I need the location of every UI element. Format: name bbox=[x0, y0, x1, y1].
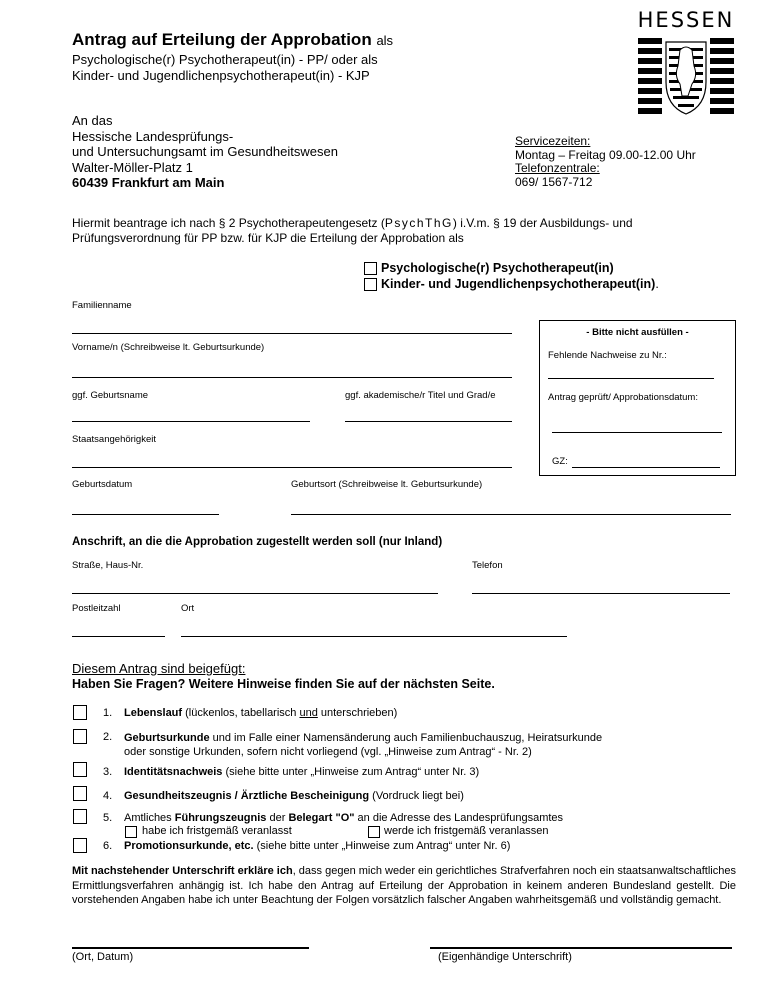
attachment-2-checkbox[interactable] bbox=[73, 729, 87, 744]
attachment-3-bold: Identitätsnachweis bbox=[124, 766, 223, 778]
attachment-6-text-a: (siehe bitte unter „Hinweise zum Antrag“ unter Nr. 6) bbox=[253, 840, 511, 852]
form-subtitle-1: Psychologische(r) Psychotherapeut(in) - PP/ oder als bbox=[72, 52, 378, 67]
attachment-2-text-b: oder sonstige Urkunden, sofern nicht vorliegend (vgl. „Hinweise zum Antrag“ - Nr. 2) bbox=[124, 746, 532, 758]
office-missing-label: Fehlende Nachweise zu Nr.: bbox=[548, 350, 667, 361]
address-line-4: Walter-Möller-Platz 1 bbox=[72, 159, 193, 175]
geburtsdatum-label: Geburtsdatum bbox=[72, 479, 133, 490]
attachment-6-num: 6. bbox=[103, 840, 113, 852]
recipient-address bbox=[72, 113, 338, 191]
street-field[interactable] bbox=[72, 593, 438, 594]
attachment-2-num: 2. bbox=[103, 731, 113, 743]
attachment-4-checkbox[interactable] bbox=[73, 786, 87, 801]
attachment-2-text bbox=[124, 731, 602, 759]
attachment-5-num: 5. bbox=[103, 812, 113, 824]
signature-field[interactable] bbox=[430, 947, 732, 949]
attachment-2-bold: Geburtsurkunde bbox=[124, 732, 210, 744]
address-line-2: Hessische Landesprüfungs- bbox=[72, 128, 234, 144]
attachment-1-num: 1. bbox=[103, 707, 113, 719]
familienname-label: Familienname bbox=[72, 300, 132, 311]
option-kjp-label: Kinder- und Jugendlichenpsychotherapeut(in) bbox=[381, 277, 656, 291]
city-field[interactable] bbox=[181, 636, 567, 637]
attachment-5-option-1-label: habe ich fristgemäß veranlasst bbox=[142, 825, 292, 837]
attachment-5-option-2-checkbox[interactable] bbox=[368, 826, 380, 838]
attachment-4-text bbox=[124, 790, 464, 802]
form-subtitle-2: Kinder- und Jugendlichenpsychotherapeut(in) - KJP bbox=[72, 68, 370, 83]
vorname-field[interactable] bbox=[72, 377, 512, 378]
declaration-text bbox=[72, 864, 736, 908]
geburtsname-field[interactable] bbox=[72, 421, 310, 422]
signature-label: (Eigenhändige Unterschrift) bbox=[438, 951, 572, 963]
attachment-5-text-c: an die Adresse des Landesprüfungsamtes bbox=[354, 812, 564, 824]
zip-field[interactable] bbox=[72, 636, 165, 637]
attachment-1-text bbox=[124, 707, 397, 719]
office-gz-label: GZ: bbox=[552, 456, 568, 467]
attachment-2-text-a: und im Falle einer Namensänderung auch Familienbuchauszug, Heiratsurkunde bbox=[209, 732, 603, 744]
attachment-3-num: 3. bbox=[103, 766, 113, 778]
attachment-5-bold-2: Belegart "O" bbox=[288, 812, 355, 824]
street-label: Straße, Haus-Nr. bbox=[72, 560, 144, 571]
coat-of-arms-icon bbox=[636, 36, 736, 120]
geburtsort-field[interactable] bbox=[291, 514, 731, 515]
declaration-body: , dass gegen mich weder ein gerichtliches Strafverfahren noch ein staatsanwaltschaftliches Ermittlungsverfahren anhängig ist. Ich habe den Antrag auf Erteilung der Approbation in keinem anderen Bundesland gestellt. Die vorstehenden Angaben habe ich unter Beachtung der Folgen vorsätzlich falscher Angaben wahrheitsgemäß und vollständig gemacht. bbox=[72, 865, 736, 906]
attachment-5-option-1-checkbox[interactable] bbox=[125, 826, 137, 838]
attachment-5-option-2-label: werde ich fristgemäß veranlassen bbox=[384, 825, 549, 837]
attachment-1-text-a: (lückenlos, tabellarisch bbox=[182, 707, 300, 719]
office-checked-label: Antrag geprüft/ Approbationsdatum: bbox=[548, 392, 698, 403]
attachment-5-bold: Führungszeugnis bbox=[174, 812, 267, 824]
familienname-field[interactable] bbox=[72, 333, 512, 334]
phone-field[interactable] bbox=[472, 593, 730, 594]
delivery-address-heading: Anschrift, an die die Approbation zugestellt werden soll (nur Inland) bbox=[72, 536, 443, 548]
attachment-4-num: 4. bbox=[103, 790, 113, 802]
place-date-label: (Ort, Datum) bbox=[72, 951, 134, 963]
office-gz-field bbox=[572, 467, 720, 468]
intro-abbrev: PsychThG bbox=[384, 216, 453, 230]
attachment-5-text bbox=[124, 812, 563, 824]
address-line-1: An das bbox=[72, 113, 113, 128]
attachment-1-text-b: unterschrieben) bbox=[317, 707, 398, 719]
geburtsname-label: ggf. Geburtsname bbox=[72, 390, 149, 401]
attachment-5-checkbox[interactable] bbox=[73, 809, 87, 824]
attachments-heading: Diesem Antrag sind beigefügt: bbox=[72, 661, 246, 676]
phone-label: Telefon bbox=[472, 560, 503, 571]
attachment-5-text-a: Amtliches bbox=[124, 812, 175, 824]
option-kjp-checkbox[interactable] bbox=[364, 278, 377, 291]
zip-label: Postleitzahl bbox=[72, 603, 121, 614]
option-kjp bbox=[381, 277, 659, 291]
service-times-label: Servicezeiten: bbox=[515, 134, 591, 148]
service-info bbox=[515, 135, 696, 189]
intro-line-1 bbox=[72, 216, 633, 231]
intro-line-2: Prüfungsverordnung für PP bzw. für KJP die Erteilung der Approbation als bbox=[72, 231, 464, 245]
service-times: Montag – Freitag 09.00-12.00 Uhr bbox=[515, 147, 696, 162]
form-title-bold: Antrag auf Erteilung der Approbation bbox=[72, 30, 372, 49]
attachment-1-text-u: und bbox=[299, 707, 318, 719]
staatsangehoerigkeit-field[interactable] bbox=[72, 467, 512, 468]
option-kjp-period: . bbox=[655, 277, 659, 291]
attachment-6-bold: Promotionsurkunde, etc. bbox=[124, 840, 254, 852]
titel-field[interactable] bbox=[345, 421, 512, 422]
vorname-label: Vorname/n (Schreibweise lt. Geburtsurkunde) bbox=[72, 342, 265, 353]
staatsangehoerigkeit-label: Staatsangehörigkeit bbox=[72, 434, 156, 445]
attachment-4-bold: Gesundheitszeugnis / Ärztliche Bescheinigung bbox=[124, 790, 370, 802]
attachments-questions: Haben Sie Fragen? Weitere Hinweise finden Sie auf der nächsten Seite. bbox=[72, 677, 495, 691]
option-pp-label: Psychologische(r) Psychotherapeut(in) bbox=[381, 261, 614, 275]
intro-text bbox=[72, 216, 633, 246]
attachment-1-checkbox[interactable] bbox=[73, 705, 87, 720]
attachment-6-checkbox[interactable] bbox=[73, 838, 87, 853]
office-checked-field bbox=[552, 432, 722, 433]
attachment-3-text bbox=[124, 766, 479, 778]
attachment-3-text-a: (siehe bitte unter „Hinweise zum Antrag“ unter Nr. 3) bbox=[222, 766, 480, 778]
attachment-1-bold: Lebenslauf bbox=[124, 707, 183, 719]
service-phone: 069/ 1567-712 bbox=[515, 174, 593, 189]
attachment-6-text bbox=[124, 840, 510, 852]
geburtsort-label: Geburtsort (Schreibweise lt. Geburtsurkunde) bbox=[291, 479, 483, 490]
city-label: Ort bbox=[181, 603, 195, 614]
option-pp-checkbox[interactable] bbox=[364, 262, 377, 275]
declaration-bold: Mit nachstehender Unterschrift erkläre ich bbox=[72, 865, 293, 877]
office-missing-field bbox=[548, 378, 714, 379]
attachment-5-text-b: der bbox=[266, 812, 289, 824]
attachment-4-text-a: (Vordruck liegt bei) bbox=[369, 790, 464, 802]
titel-label: ggf. akademische/r Titel und Grad/e bbox=[345, 390, 496, 401]
logo-text: HESSEN bbox=[637, 8, 735, 32]
address-line-5: 60439 Frankfurt am Main bbox=[72, 175, 225, 190]
office-box-header: - Bitte nicht ausfüllen - bbox=[586, 327, 689, 338]
office-use-box bbox=[539, 320, 736, 476]
service-phone-label: Telefonzentrale: bbox=[515, 161, 600, 175]
address-line-3: und Untersuchungsamt im Gesundheitswesen bbox=[72, 144, 338, 159]
form-title bbox=[72, 30, 393, 50]
geburtsdatum-field[interactable] bbox=[72, 514, 219, 515]
intro-line-1c: ) i.V.m. § 19 der Ausbildungs- und bbox=[452, 216, 633, 230]
hessen-logo bbox=[636, 8, 736, 120]
place-date-field[interactable] bbox=[72, 947, 309, 949]
intro-line-1a: Hiermit beantrage ich nach § 2 Psychotherapeutengesetz ( bbox=[72, 216, 385, 230]
attachment-3-checkbox[interactable] bbox=[73, 762, 87, 777]
form-title-suffix: als bbox=[376, 33, 394, 48]
